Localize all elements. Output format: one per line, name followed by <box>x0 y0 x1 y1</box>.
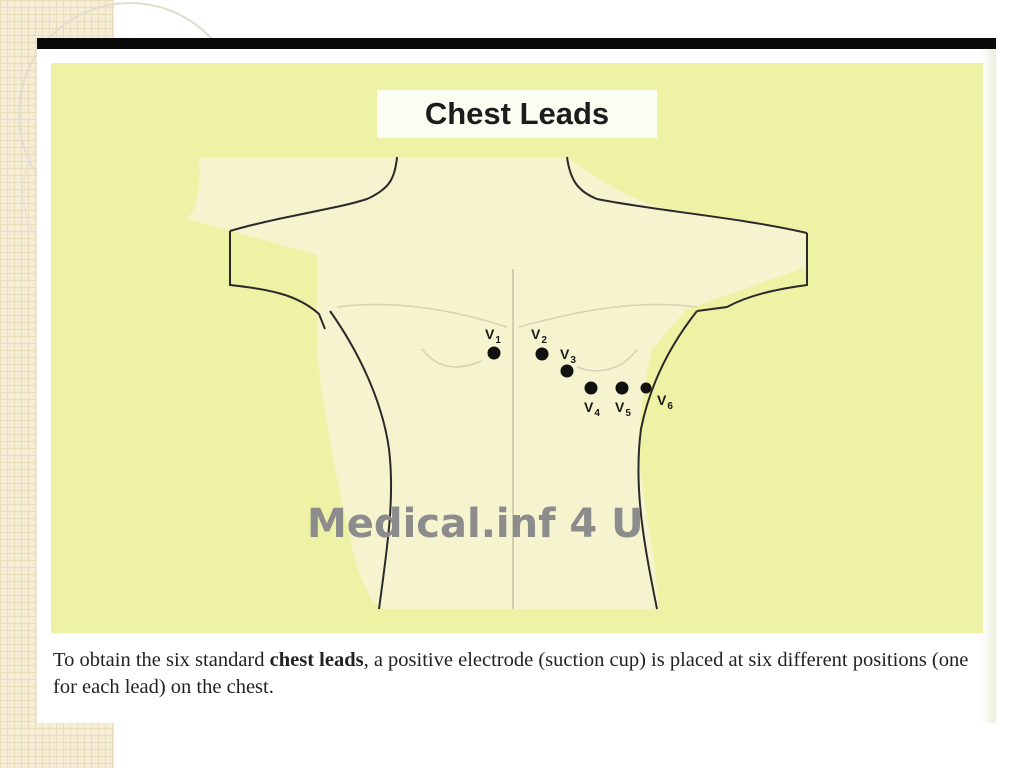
caption-bold-term: chest leads <box>269 649 364 671</box>
lead-label-v2 <box>531 326 547 346</box>
lead-letter: V <box>531 326 541 342</box>
electrode-v4 <box>585 382 598 395</box>
lead-subscript: 5 <box>625 408 631 419</box>
electrode-v2 <box>536 348 549 361</box>
lead-subscript: 1 <box>495 335 501 346</box>
caption-text-end: , a positive electrode (suction cup) is placed at six different positions (one for each lead) on the chest. <box>53 649 969 698</box>
chest-leads-figure <box>37 49 996 723</box>
electrode-v3 <box>561 365 574 378</box>
electrode-v5 <box>616 382 629 395</box>
electrode-v6 <box>641 383 652 394</box>
lead-letter: V <box>485 326 495 342</box>
lead-letter: V <box>584 399 594 415</box>
lead-letter: V <box>560 346 570 362</box>
lead-subscript: 4 <box>594 408 600 419</box>
lead-subscript: 2 <box>541 335 547 346</box>
lead-letter: V <box>615 399 625 415</box>
lead-label-v1 <box>485 326 501 346</box>
watermark-text: Medical.inf 4 U <box>307 501 644 547</box>
lead-label-v6 <box>657 392 673 412</box>
figure-caption <box>53 647 983 701</box>
figure-title: Chest Leads <box>424 96 610 131</box>
electrode-v1 <box>488 347 501 360</box>
scan-edge-shade <box>980 49 996 723</box>
caption-text-start: To obtain the six standard <box>53 649 270 671</box>
torso-diagram <box>37 49 996 723</box>
lead-label-v3 <box>560 346 576 366</box>
title-box <box>377 90 657 138</box>
lead-subscript: 3 <box>570 355 576 366</box>
lead-label-v5 <box>615 399 631 419</box>
lead-letter: V <box>657 392 667 408</box>
lead-subscript: 6 <box>667 401 673 412</box>
lead-label-v4 <box>584 399 600 419</box>
top-bar <box>37 38 996 49</box>
